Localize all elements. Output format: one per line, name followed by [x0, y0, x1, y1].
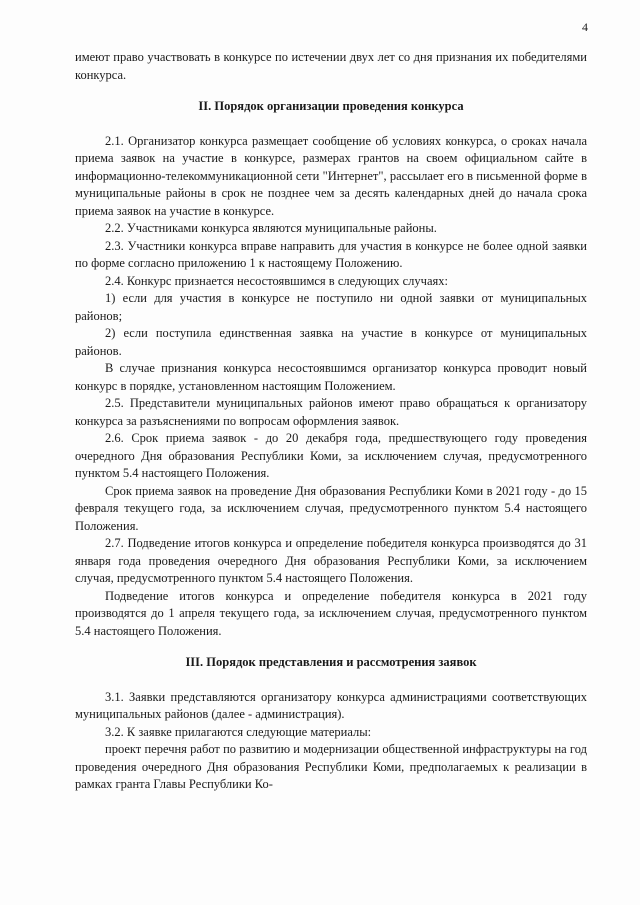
paragraph-2-1: 2.1. Организатор конкурса размещает сообщение об условиях конкурса, о сроках начала приема заявок на участие в конкурсе, размерах грантов на своем официальном сайте в информационно-телекоммуникационной сети "Интернет", рассылает его в письменной форме в муниципальные районы в срок не позднее чем за десять календарных дней до начала срока приема заявок на участие в конкурсе. [75, 133, 587, 218]
paragraph-2-4-item-2: 2) если поступила единственная заявка на участие в конкурсе от муниципальных районов. [75, 326, 587, 358]
intro-paragraph: имеют право участвовать в конкурсе по истечении двух лет со дня признания их победителями конкурса. [75, 50, 587, 82]
paragraph-2-4-item-1: 1) если для участия в конкурсе не поступило ни одной заявки от муниципальных районов; [75, 291, 587, 323]
paragraph-2-5: 2.5. Представители муниципальных районов имеют право обращаться к организатору конкурса за разъяснениями по вопросам оформления заявок. [75, 396, 587, 428]
paragraph-3-2: 3.2. К заявке прилагаются следующие материалы: [105, 724, 372, 739]
document-body [75, 49, 587, 794]
paragraph-2-4: 2.4. Конкурс признается несостоявшимся в следующих случаях: [105, 273, 448, 288]
page-number: 4 [582, 20, 588, 34]
paragraph-2-2: 2.2. Участниками конкурса являются муниципальные районы. [105, 221, 437, 235]
paragraph-2-7: 2.7. Подведение итогов конкурса и определение победителя конкурса производятся до 31 января года проведения очередного Дня образования Республики Коми, за исключением случая, предусмотренного пунктом 5.4 настоящего Положения. [75, 536, 587, 585]
paragraph-2-6: 2.6. Срок приема заявок - до 20 декабря года, предшествующего году проведения очередного Дня образования Республики Коми, за исключением случая, предусмотренного пунктом 5.4 настоящего Положения. [75, 431, 587, 480]
paragraph-2-4-note: В случае признания конкурса несостоявшимся организатор конкурса проводит новый конкурс в порядке, установленном настоящим Положением. [75, 361, 587, 393]
paragraph-3-2-item: проект перечня работ по развитию и модернизации общественной инфраструктуры на год проведения очередного Дня образования Республики Коми, предполагаемых к реализации в рамках гранта Главы Республики Ко- [75, 742, 587, 791]
paragraph-2-3: 2.3. Участники конкурса вправе направить для участия в конкурсе не более одной заявки по форме согласно приложению 1 к настоящему Положению. [75, 238, 587, 270]
paragraph-3-1: 3.1. Заявки представляются организатору конкурса администрациями соответствующих муниципальных районов (далее - администрация). [75, 689, 587, 721]
section-2-heading: II. Порядок организации проведения конкурса [198, 99, 464, 113]
paragraph-2-7-note: Подведение итогов конкурса и определение победителя конкурса в 2021 году производятся до 1 апреля текущего года, за исключением случая, предусмотренного пунктом 5.4 настоящего Положения. [75, 588, 587, 638]
section-3-heading: III. Порядок представления и рассмотрения заявок [185, 655, 477, 669]
paragraph-2-6-note: Срок приема заявок на проведение Дня образования Республики Коми в 2021 году - до 15 февраля текущего года, за исключением случая, предусмотренного пунктом 5.4 настоящего Положения. [75, 483, 587, 533]
